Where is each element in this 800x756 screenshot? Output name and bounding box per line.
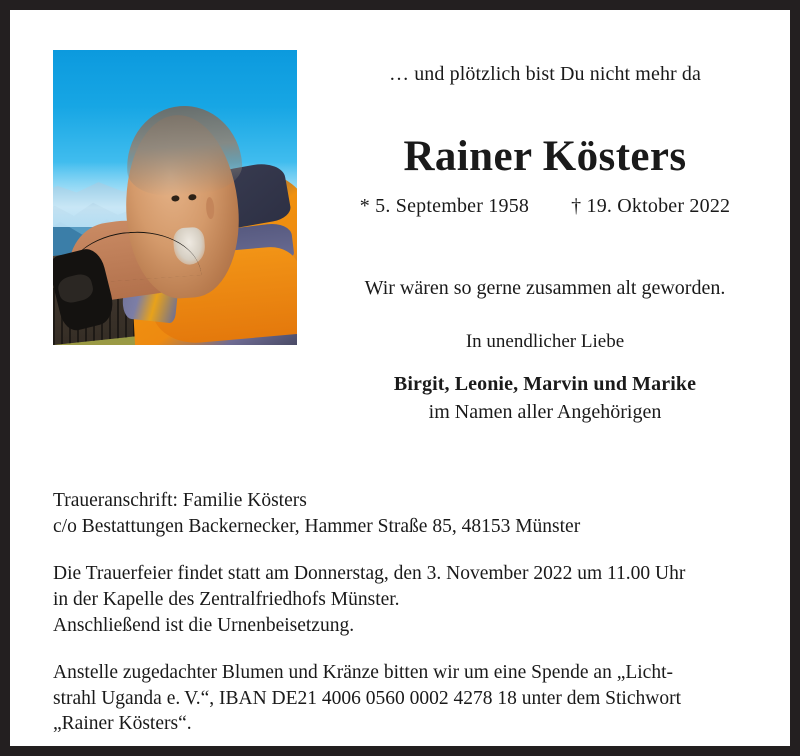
donation-paragraph [53,660,759,738]
ceremony-line-3: Anschließend ist die Urnenbeisetzung. [53,614,355,636]
deceased-name: Rainer Kösters [403,133,687,180]
lead-line: … und plötzlich bist Du nicht mehr da [389,63,701,85]
notice-inner [10,10,790,746]
life-dates [320,195,770,218]
donation-line-2: strahl Uganda e. V.“, IBAN DE21 4006 0560 0002 4278 18 unter dem Stichwort [53,687,681,709]
donation-line-3: „Rainer Kösters“. [53,713,192,735]
address-paragraph [53,488,759,540]
on-behalf-line: im Namen aller Angehörigen [428,401,662,424]
details-block [53,488,759,737]
address-line-1: Traueranschrift: Familie Kösters [53,490,307,511]
address-line-2: c/o Bestattungen Backernecker, Hammer Straße 85, 48153 Münster [53,515,581,537]
birth-date: * 5. September 1958 [359,195,530,218]
ceremony-line-1: Die Trauerfeier findet statt am Donnerstag, den 3. November 2022 um 11.00 Uhr [53,562,686,584]
photo-scene [53,50,297,345]
epitaph-line: Wir wären so gerne zusammen alt geworden. [364,277,726,300]
memorial-column [320,62,770,424]
family-names: Birgit, Leonie, Marvin und Marike [393,373,697,396]
death-date: † 19. Oktober 2022 [571,195,731,218]
person-ear [205,197,214,219]
person-eye-right [188,194,196,201]
donation-line-1: Anstelle zugedachter Blumen und Kränze bitten wir um eine Spende an „Licht- [53,661,673,683]
person-eye-left [171,196,179,202]
portrait-photo [53,50,297,345]
love-line: In unendlicher Liebe [465,331,625,353]
ceremony-line-2: in der Kapelle des Zentralfriedhofs Münster. [53,588,400,610]
ceremony-paragraph [53,561,759,639]
